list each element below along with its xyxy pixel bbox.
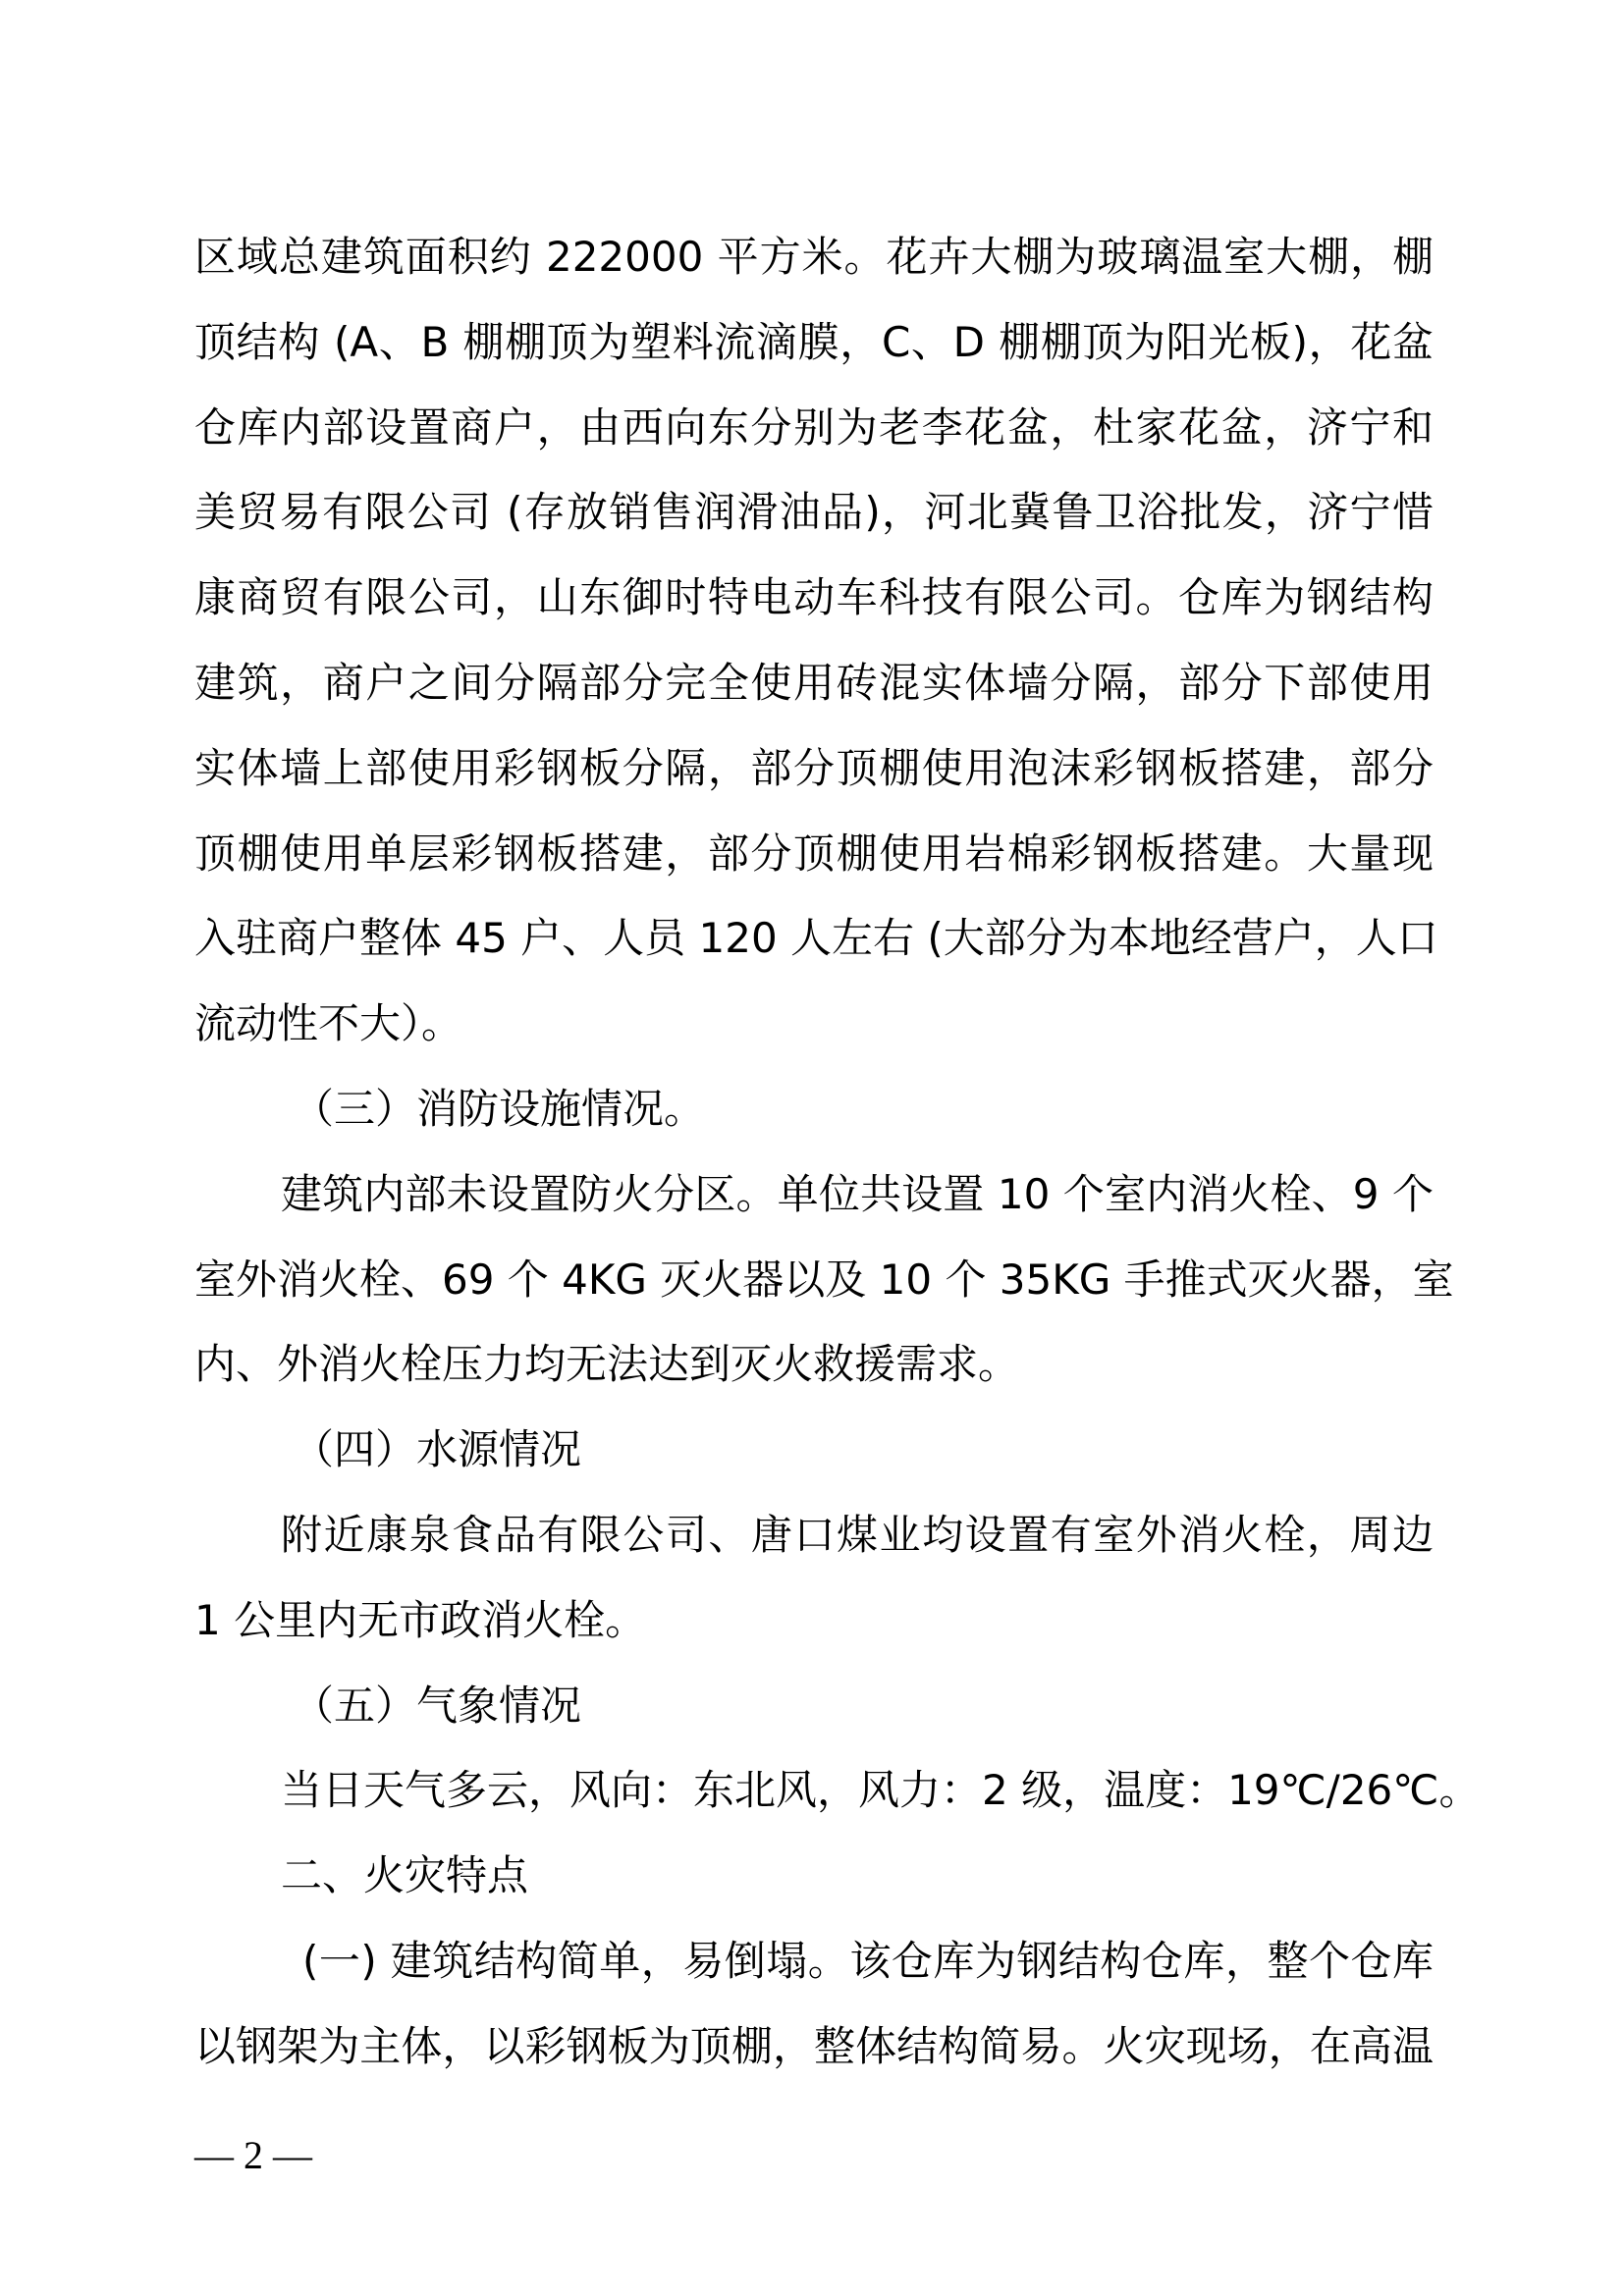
paragraph-weather [194,1748,1481,1834]
paragraph-fire-facilities [194,1152,1454,1408]
page-number: — 2 — [194,2133,312,2177]
section-heading: （五）气象情况 [293,1681,582,1730]
text-line: 建筑，商户之间分隔部分完全使用砖混实体墙分隔，部分下部使用 [194,658,1434,707]
text-line: 实体墙上部使用彩钢板分隔，部分顶棚使用泡沫彩钢板搭建，部分 [194,743,1434,792]
heading-water-source [194,1408,1434,1493]
heading-fire-facilities [194,1067,1434,1152]
paragraph-water-source [194,1493,1434,1664]
section-heading: （四）水源情况 [293,1425,582,1474]
text-line: 以钢架为主体，以彩钢板为顶棚，整体结构简易。火灾现场，在高温 [194,2021,1434,2070]
section-heading: （三）消防设施情况。 [293,1084,706,1133]
text-line: 区域总建筑面积约 222000 平方米。花卉大棚为玻璃温室大棚，棚 [194,233,1434,281]
text-line: 建筑内部未设置防火分区。单位共设置 10 个室内消火栓、9 个 [281,1169,1434,1218]
text-line: 康商贸有限公司，山东御时特电动车科技有限公司。仓库为钢结构 [194,573,1434,622]
heading-weather [194,1664,1434,1749]
paragraph-building-structure [194,1919,1434,2090]
text-line: 流动性不大）。 [194,999,463,1048]
section-heading: 二、火灾特点 [281,1851,529,1900]
text-line: (一) 建筑结构简单，易倒塌。该仓库为钢结构仓库，整个仓库 [302,1936,1434,1985]
document-body [194,215,1481,2090]
paragraph-site-description [194,215,1438,1067]
heading-fire-characteristics [194,1834,1434,1919]
text-line: 当日天气多云，风向：东北风，风力：2 级，温度：19℃/26℃。 [281,1766,1481,1815]
text-line: 美贸易有限公司 (存放销售润滑油品)，河北冀鲁卫浴批发，济宁惜 [194,488,1434,537]
text-line: 顶结构 (A、B 棚棚顶为塑料流滴膜，C、D 棚棚顶为阳光板)，花盆 [194,317,1434,366]
text-line: 附近康泉食品有限公司、唐口煤业均设置有室外消火栓，周边 [281,1510,1434,1559]
text-line: 内、外消火栓压力均无法达到灭火救援需求。 [194,1340,1020,1389]
text-line: 入驻商户整体 45 户、人员 120 人左右 (大部分为本地经营户，人口 [194,914,1438,963]
text-line: 仓库内部设置商户，由西向东分别为老李花盆，杜家花盆，济宁和 [194,402,1434,452]
text-line: 室外消火栓、69 个 4KG 灭火器以及 10 个 35KG 手推式灭火器，室 [194,1255,1454,1304]
text-line: 顶棚使用单层彩钢板搭建，部分顶棚使用岩棉彩钢板搭建。大量现 [194,828,1434,878]
text-line: 1 公里内无市政消火栓。 [194,1595,647,1644]
